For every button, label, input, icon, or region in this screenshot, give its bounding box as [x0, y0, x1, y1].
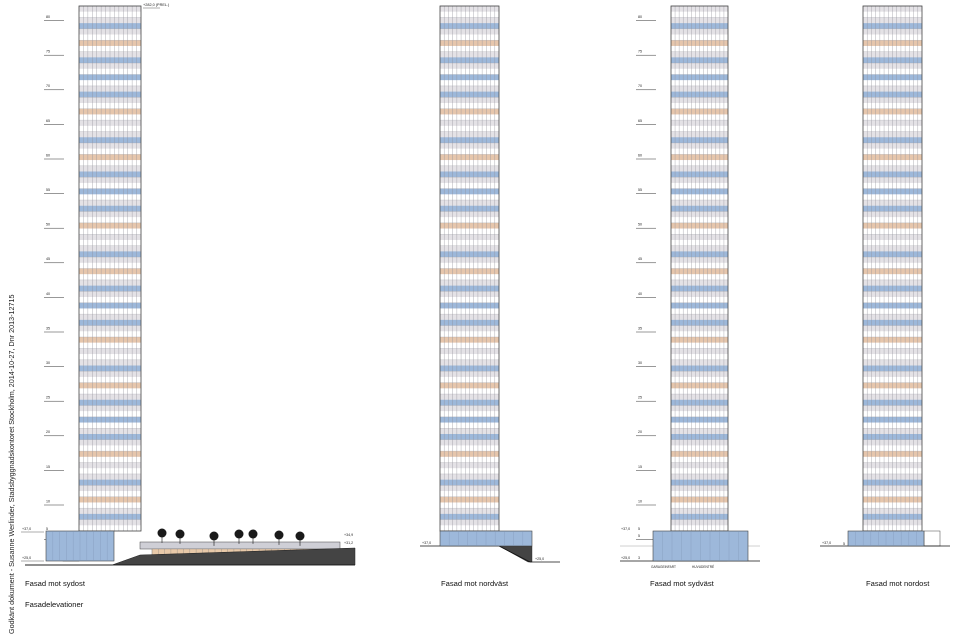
tower-northeast: [863, 6, 922, 531]
floor-level-number: 35: [46, 326, 50, 331]
floor-level-number: 70: [638, 84, 642, 89]
elevation-title-northwest: Fasad mot nordväst: [441, 579, 509, 588]
podium-floor-mark: 5: [843, 542, 845, 546]
floor-level-number: 45: [46, 257, 50, 262]
tower-northwest: [440, 6, 499, 531]
podium-southeast-main: [46, 531, 114, 561]
podium-northwest-main: [440, 531, 532, 546]
low-building-roof: [140, 542, 340, 549]
podium-southwest-main: [653, 531, 748, 561]
elevation-title-southwest: Fasad mot sydväst: [650, 579, 714, 588]
floor-level-number: 70: [46, 84, 50, 89]
podium-floor-mark: 5: [638, 527, 640, 531]
level-label-left: +37,0: [822, 541, 832, 545]
floor-level-number: 40: [46, 291, 50, 296]
elevation-title-southeast: Fasad mot sydost: [25, 579, 85, 588]
floor-level-number: 10: [638, 499, 642, 504]
floor-level-number: 75: [638, 49, 642, 54]
level-label-left-bottom: +25,0: [22, 556, 32, 560]
floor-level-number: 80: [46, 15, 50, 19]
floor-level-number: 60: [638, 153, 642, 158]
floor-level-number: 25: [46, 395, 50, 400]
floor-level-number: 65: [46, 118, 50, 123]
tower-southwest: [671, 6, 728, 531]
level-label-right: +25,0: [535, 557, 545, 561]
floor-level-number: 20: [46, 430, 50, 435]
tree-crown: [296, 532, 305, 541]
approval-stamp-text: Godkänt dokument - Susanne Werlinder, Stadsbyggnadskontoret Stockholm, 2014-10-27, Dnr 2013-12715: [7, 294, 16, 634]
level-label-left: +37,0: [422, 541, 432, 545]
elevation-title-northeast: Fasad mot nordost: [866, 579, 930, 588]
floor-level-number: 25: [638, 395, 642, 400]
tree-crown: [158, 529, 167, 538]
level-marks-southwest: [636, 15, 656, 540]
floor-level-number: 15: [638, 464, 642, 469]
floor-level-number: 60: [46, 153, 50, 158]
level-label-left-top: +37,0: [22, 527, 32, 531]
podium-floor-mark: 3: [638, 556, 640, 560]
level-label-right-bottom: +31,2: [344, 541, 354, 545]
top-height-label: +282,0 (PREL.): [143, 3, 170, 7]
floor-level-number: 45: [638, 257, 642, 262]
tree-crown: [249, 530, 258, 539]
floor-level-number: 20: [638, 430, 642, 435]
floor-level-number: 35: [638, 326, 642, 331]
tree-crown: [275, 531, 284, 540]
level-label-left-bottom: +25,0: [621, 556, 631, 560]
level-label-right-top: +34,9: [344, 533, 354, 537]
floor-level-number: 55: [46, 188, 50, 192]
floor-level-number: 30: [638, 361, 642, 365]
floor-level-number: 10: [46, 499, 50, 504]
floor-level-number: 50: [46, 222, 50, 227]
level-marks-southeast: [44, 15, 64, 540]
tower-southeast: [79, 6, 141, 531]
floor-level-number: 75: [46, 49, 50, 54]
garage-entrance-label: GARAGEINFART: [651, 565, 676, 569]
floor-level-number: 40: [638, 291, 642, 296]
floor-level-number: 80: [638, 15, 642, 19]
tree-crown: [235, 530, 244, 539]
floor-level-number: 55: [638, 188, 642, 192]
annex-block: [924, 531, 940, 546]
floor-level-number: 5: [638, 534, 640, 538]
floor-level-number: 30: [46, 361, 50, 365]
level-label-left-top: +37,0: [621, 527, 631, 531]
floor-level-number: 15: [46, 464, 50, 469]
main-entrance-label: HUVUDENTRÉ: [692, 565, 715, 569]
tree-crown: [210, 532, 219, 541]
podium-northeast-main: [848, 531, 924, 546]
podium-floor-mark: 5: [46, 527, 48, 531]
floor-level-number: 65: [638, 118, 642, 123]
tree-crown: [176, 530, 185, 539]
floor-level-number: 50: [638, 222, 642, 227]
sheet-title: Fasadelevationer: [25, 600, 84, 609]
